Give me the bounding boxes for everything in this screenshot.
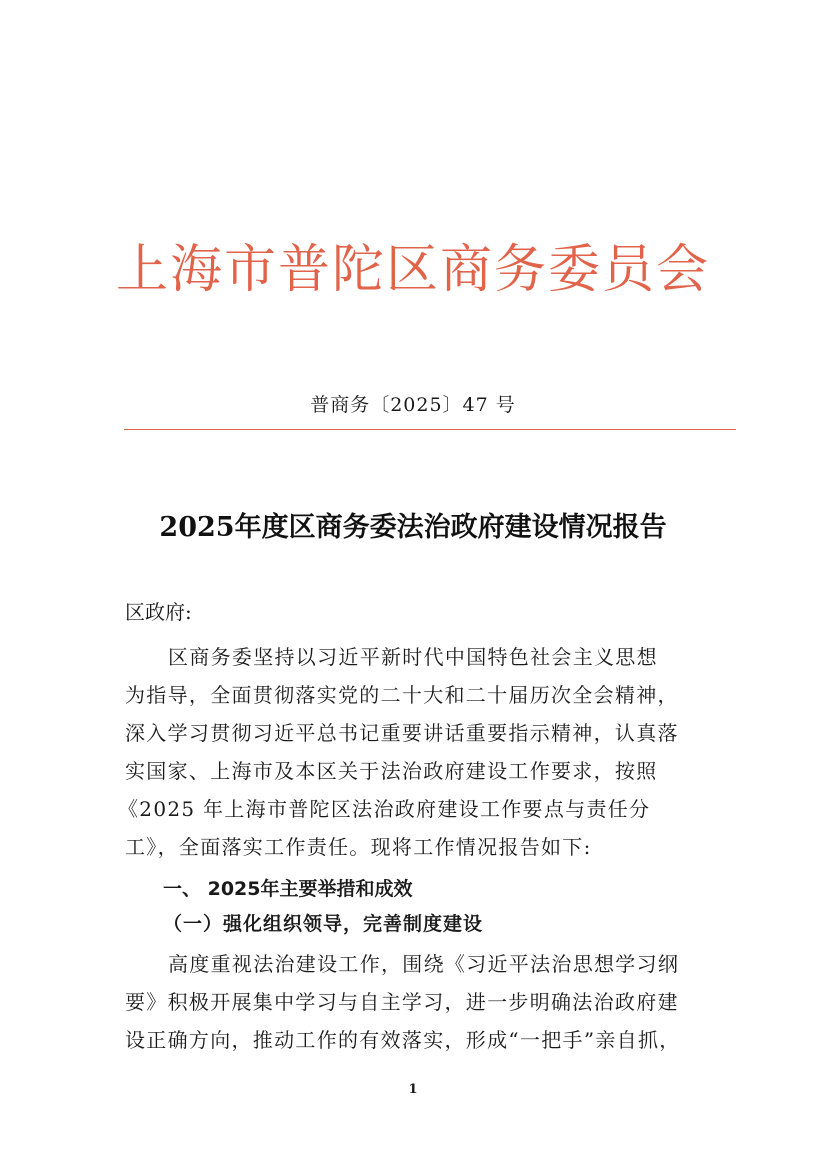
body-line: 要》积极开展集中学习与自主学习，进一步明确法治政府建 xyxy=(125,990,679,1014)
intro-line: 实国家、上海市及本区关于法治政府建设工作要求，按照 xyxy=(125,759,658,783)
page-number: 1 xyxy=(408,1082,418,1097)
intro-line: 深入学习贯彻习近平总书记重要讲话重要指示精神，认真落 xyxy=(125,721,679,745)
body-line: 设正确方向，推动工作的有效落实，形成“一把手”亲自抓， xyxy=(125,1028,681,1052)
organization-header: 上海市普陀区商务委员会 xyxy=(115,240,710,300)
intro-line: 《2025 年上海市普陀区法治政府建设工作要点与责任分 xyxy=(118,797,651,821)
header-divider xyxy=(124,429,736,430)
intro-line: 区商务委坚持以习近平新时代中国特色社会主义思想 xyxy=(168,645,658,669)
subsection-heading: （一）强化组织领导，完善制度建设 xyxy=(163,913,484,935)
salutation: 区政府: xyxy=(125,600,192,624)
document-number: 普商务〔2025〕47 号 xyxy=(310,394,516,416)
intro-line: 为指导，全面贯彻落实党的二十大和二十届历次全会精神， xyxy=(125,683,679,707)
body-line: 高度重视法治建设工作，围绕《习近平法治思想学习纲 xyxy=(168,952,680,976)
section-heading: 一、 2025年主要举措和成效 xyxy=(163,878,413,900)
document-title: 2025年度区商务委法治政府建设情况报告 xyxy=(159,512,667,543)
intro-line: 工》，全面落实工作责任。现将工作情况报告如下: xyxy=(125,835,592,859)
